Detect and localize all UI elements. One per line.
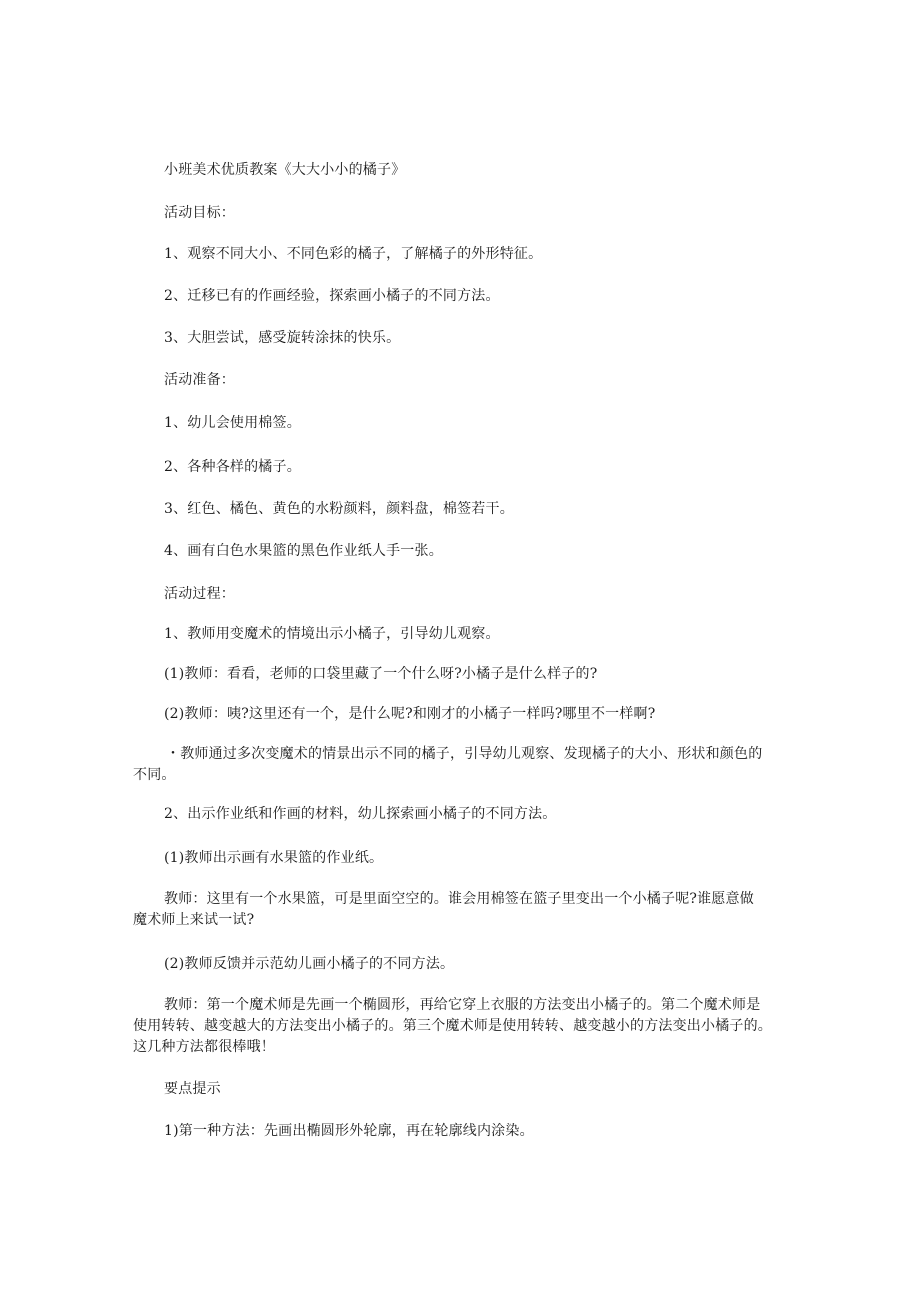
tip-1: 1)第一种方法：先画出椭圆形外轮廓，再在轮廓线内涂染。	[164, 1123, 534, 1139]
bullet-line-2: 不同。	[133, 767, 176, 783]
step-2-b: (2)教师反馈并示范幼儿画小橘子的不同方法。	[164, 956, 455, 972]
teacher-demo-line-3: 这几种方法都很棒哦！	[133, 1039, 275, 1055]
prep-item-1: 1、幼儿会使用棉签。	[164, 415, 301, 431]
document-title: 小班美术优质教案《大大小小的橘子》	[164, 162, 406, 178]
process-heading: 活动过程：	[164, 586, 235, 602]
goal-item-3: 3、大胆尝试，感受旋转涂抹的快乐。	[164, 330, 401, 346]
step-1: 1、教师用变魔术的情境出示小橘子，引导幼儿观察。	[164, 626, 500, 642]
tips-heading: 要点提示	[164, 1081, 221, 1097]
teacher-demo-line-1: 教师：第一个魔术师是先画一个椭圆形，再给它穿上衣服的方法变出小橘子的。第二个魔术师是	[164, 997, 761, 1013]
step-2-a: (1)教师出示画有水果篮的作业纸。	[164, 850, 384, 866]
step-1-b: (2)教师：咦?这里还有一个，是什么呢?和刚才的小橘子一样吗?哪里不一样啊?	[164, 706, 656, 722]
step-1-a: (1)教师：看看，老师的口袋里藏了一个什么呀?小橘子是什么样子的?	[164, 666, 598, 682]
bullet-line-1: ・教师通过多次变魔术的情景出示不同的橘子，引导幼儿观察、发现橘子的大小、形状和颜色的	[166, 746, 763, 762]
teacher-question-line-2: 魔术师上来试一试?	[133, 912, 255, 928]
goal-item-2: 2、迁移已有的作画经验，探索画小橘子的不同方法。	[164, 288, 500, 304]
prep-heading: 活动准备：	[164, 372, 235, 388]
teacher-question-line-1: 教师：这里有一个水果篮，可是里面空空的。谁会用棉签在篮子里变出一个小橘子呢?谁愿意做	[164, 891, 754, 907]
teacher-demo-line-2: 使用转转、越变越大的方法变出小橘子的。第三个魔术师是使用转转、越变越小的方法变出小橘子的。	[133, 1018, 772, 1034]
prep-item-3: 3、红色、橘色、黄色的水粉颜料，颜料盘，棉签若干。	[164, 501, 514, 517]
goal-item-1: 1、观察不同大小、不同色彩的橘子，了解橘子的外形特征。	[164, 246, 543, 262]
prep-item-4: 4、画有白色水果篮的黑色作业纸人手一张。	[164, 543, 443, 559]
step-2: 2、出示作业纸和作画的材料，幼儿探索画小橘子的不同方法。	[164, 806, 557, 822]
prep-item-2: 2、各种各样的橘子。	[164, 459, 301, 475]
goals-heading: 活动目标：	[164, 205, 235, 221]
